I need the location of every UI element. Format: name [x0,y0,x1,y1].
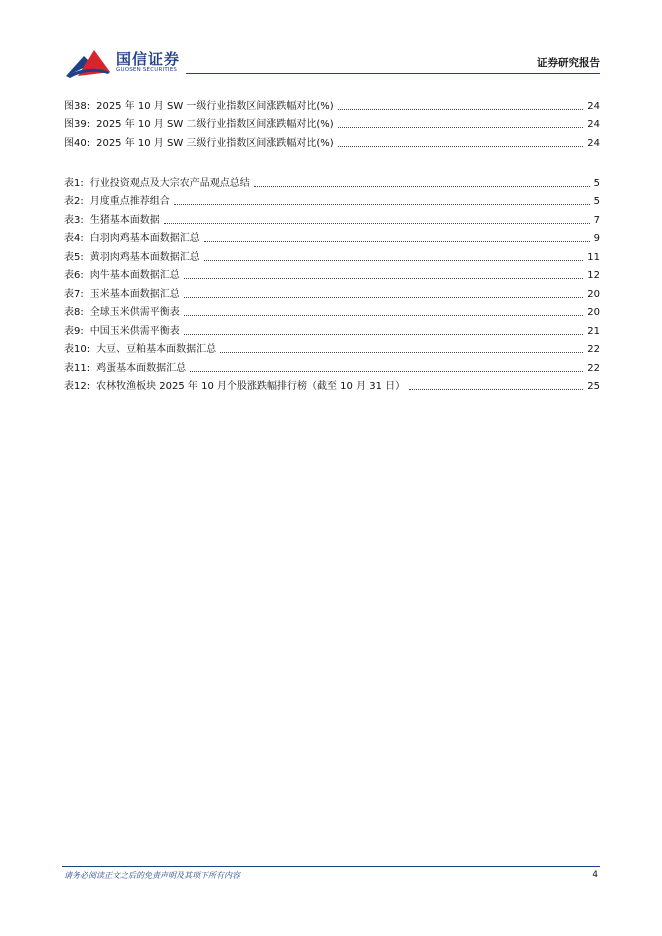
figure-list [64,94,600,150]
toc-table-title: 中国玉米供需平衡表 [89,325,180,337]
toc-table-title: 玉米基本面数据汇总 [89,288,180,300]
toc-table-title: 鸡蛋基本面数据汇总 [96,362,187,374]
toc-page-number: 9 [593,233,600,244]
toc-figure-number: 图39: [64,119,91,130]
toc-page-number: 24 [587,100,600,112]
toc-row[interactable] [64,301,600,320]
toc-leader-dots [338,109,584,110]
guosen-logo-icon [64,46,112,80]
toc-table-number: 表9: [64,325,84,337]
toc-page-number: 5 [593,196,600,207]
toc-table-number: 表5: [64,251,84,263]
toc-table-title: 月度重点推荐组合 [89,196,170,207]
toc-table-number: 表4: [64,233,84,244]
toc-table-title: 生猪基本面数据 [89,214,160,226]
toc-row[interactable] [64,264,600,283]
toc-page-number: 22 [587,344,600,355]
toc-row[interactable] [64,190,600,209]
toc-leader-dots [338,146,584,147]
toc-table-title: 大豆、豆粕基本面数据汇总 [96,344,217,355]
toc-leader-dots [184,334,584,335]
toc-leader-dots [174,204,590,205]
guosen-logo [64,46,194,80]
toc-row[interactable] [64,375,600,394]
toc-table-title: 黄羽肉鸡基本面数据汇总 [89,251,200,263]
logo-chinese-name: 国信证券 [116,50,181,68]
toc-row[interactable] [64,227,600,246]
toc-row[interactable] [64,94,600,113]
toc-row[interactable] [64,282,600,301]
toc-row[interactable] [64,319,600,338]
toc-table-title: 肉牛基本面数据汇总 [89,270,180,281]
report-type-label: 证券研究报告 [537,57,600,69]
toc-row[interactable] [64,245,600,264]
page-header [0,0,662,80]
toc-table-number: 表1: [64,177,84,189]
toc-leader-dots [164,223,590,224]
toc-leader-dots [204,241,590,242]
toc-page-number: 22 [587,362,600,374]
toc-table-number: 表11: [64,362,91,374]
header-divider [186,73,600,74]
toc-table-title: 全球玉米供需平衡表 [89,307,180,318]
toc-row[interactable] [64,171,600,190]
toc-row[interactable] [64,131,600,150]
toc-table-title: 白羽肉鸡基本面数据汇总 [89,233,200,244]
toc-figure-number: 图38: [64,100,91,112]
toc-leader-dots [184,278,584,279]
toc-leader-dots [204,260,584,261]
toc-table-number: 表6: [64,270,84,281]
toc-page-number: 11 [587,251,600,263]
toc-row[interactable] [64,208,600,227]
toc-table-number: 表8: [64,307,84,318]
table-list [64,171,600,393]
footer-disclaimer: 请务必阅读正文之后的免责声明及其项下所有内容 [64,871,240,880]
toc-leader-dots [184,315,584,316]
toc-leader-dots [190,371,583,372]
toc-page-number: 25 [587,381,600,392]
toc-page-number: 24 [587,137,600,149]
toc-figure-title: 2025 年 10 月 SW 三级行业指数区间涨跌幅对比(%) [96,137,334,149]
toc-leader-dots [409,389,583,390]
toc-table-title: 农林牧渔板块 2025 年 10 月个股涨跌幅排行榜（截至 10 月 31 日） [96,381,406,392]
toc-figure-title: 2025 年 10 月 SW 一级行业指数区间涨跌幅对比(%) [96,100,334,112]
toc-table-number: 表10: [64,344,91,355]
toc-table-title: 行业投资观点及大宗农产品观点总结 [89,177,250,189]
toc-leader-dots [338,127,584,128]
footer-divider [62,866,600,867]
logo-english-name: GUOSEN SECURITIES [116,67,178,73]
toc-leader-dots [220,352,583,353]
toc-page-number: 20 [587,288,600,300]
footer-page-number: 4 [592,870,598,880]
toc-leader-dots [254,186,590,187]
toc-row[interactable] [64,356,600,375]
toc-figure-title: 2025 年 10 月 SW 二级行业指数区间涨跌幅对比(%) [96,119,334,130]
toc-figure-number: 图40: [64,137,91,149]
toc-row[interactable] [64,338,600,357]
toc-table-number: 表7: [64,288,84,300]
toc-table-number: 表2: [64,196,84,207]
toc-row[interactable] [64,113,600,132]
toc-table-number: 表12: [64,381,91,392]
toc-page-number: 7 [593,214,600,226]
toc-leader-dots [184,297,584,298]
toc-page-number: 5 [593,177,600,189]
toc-page-number: 21 [587,325,600,337]
toc-page-number: 12 [587,270,600,281]
toc-table-number: 表3: [64,214,84,226]
toc-page-number: 24 [587,119,600,130]
toc-page-number: 20 [587,307,600,318]
